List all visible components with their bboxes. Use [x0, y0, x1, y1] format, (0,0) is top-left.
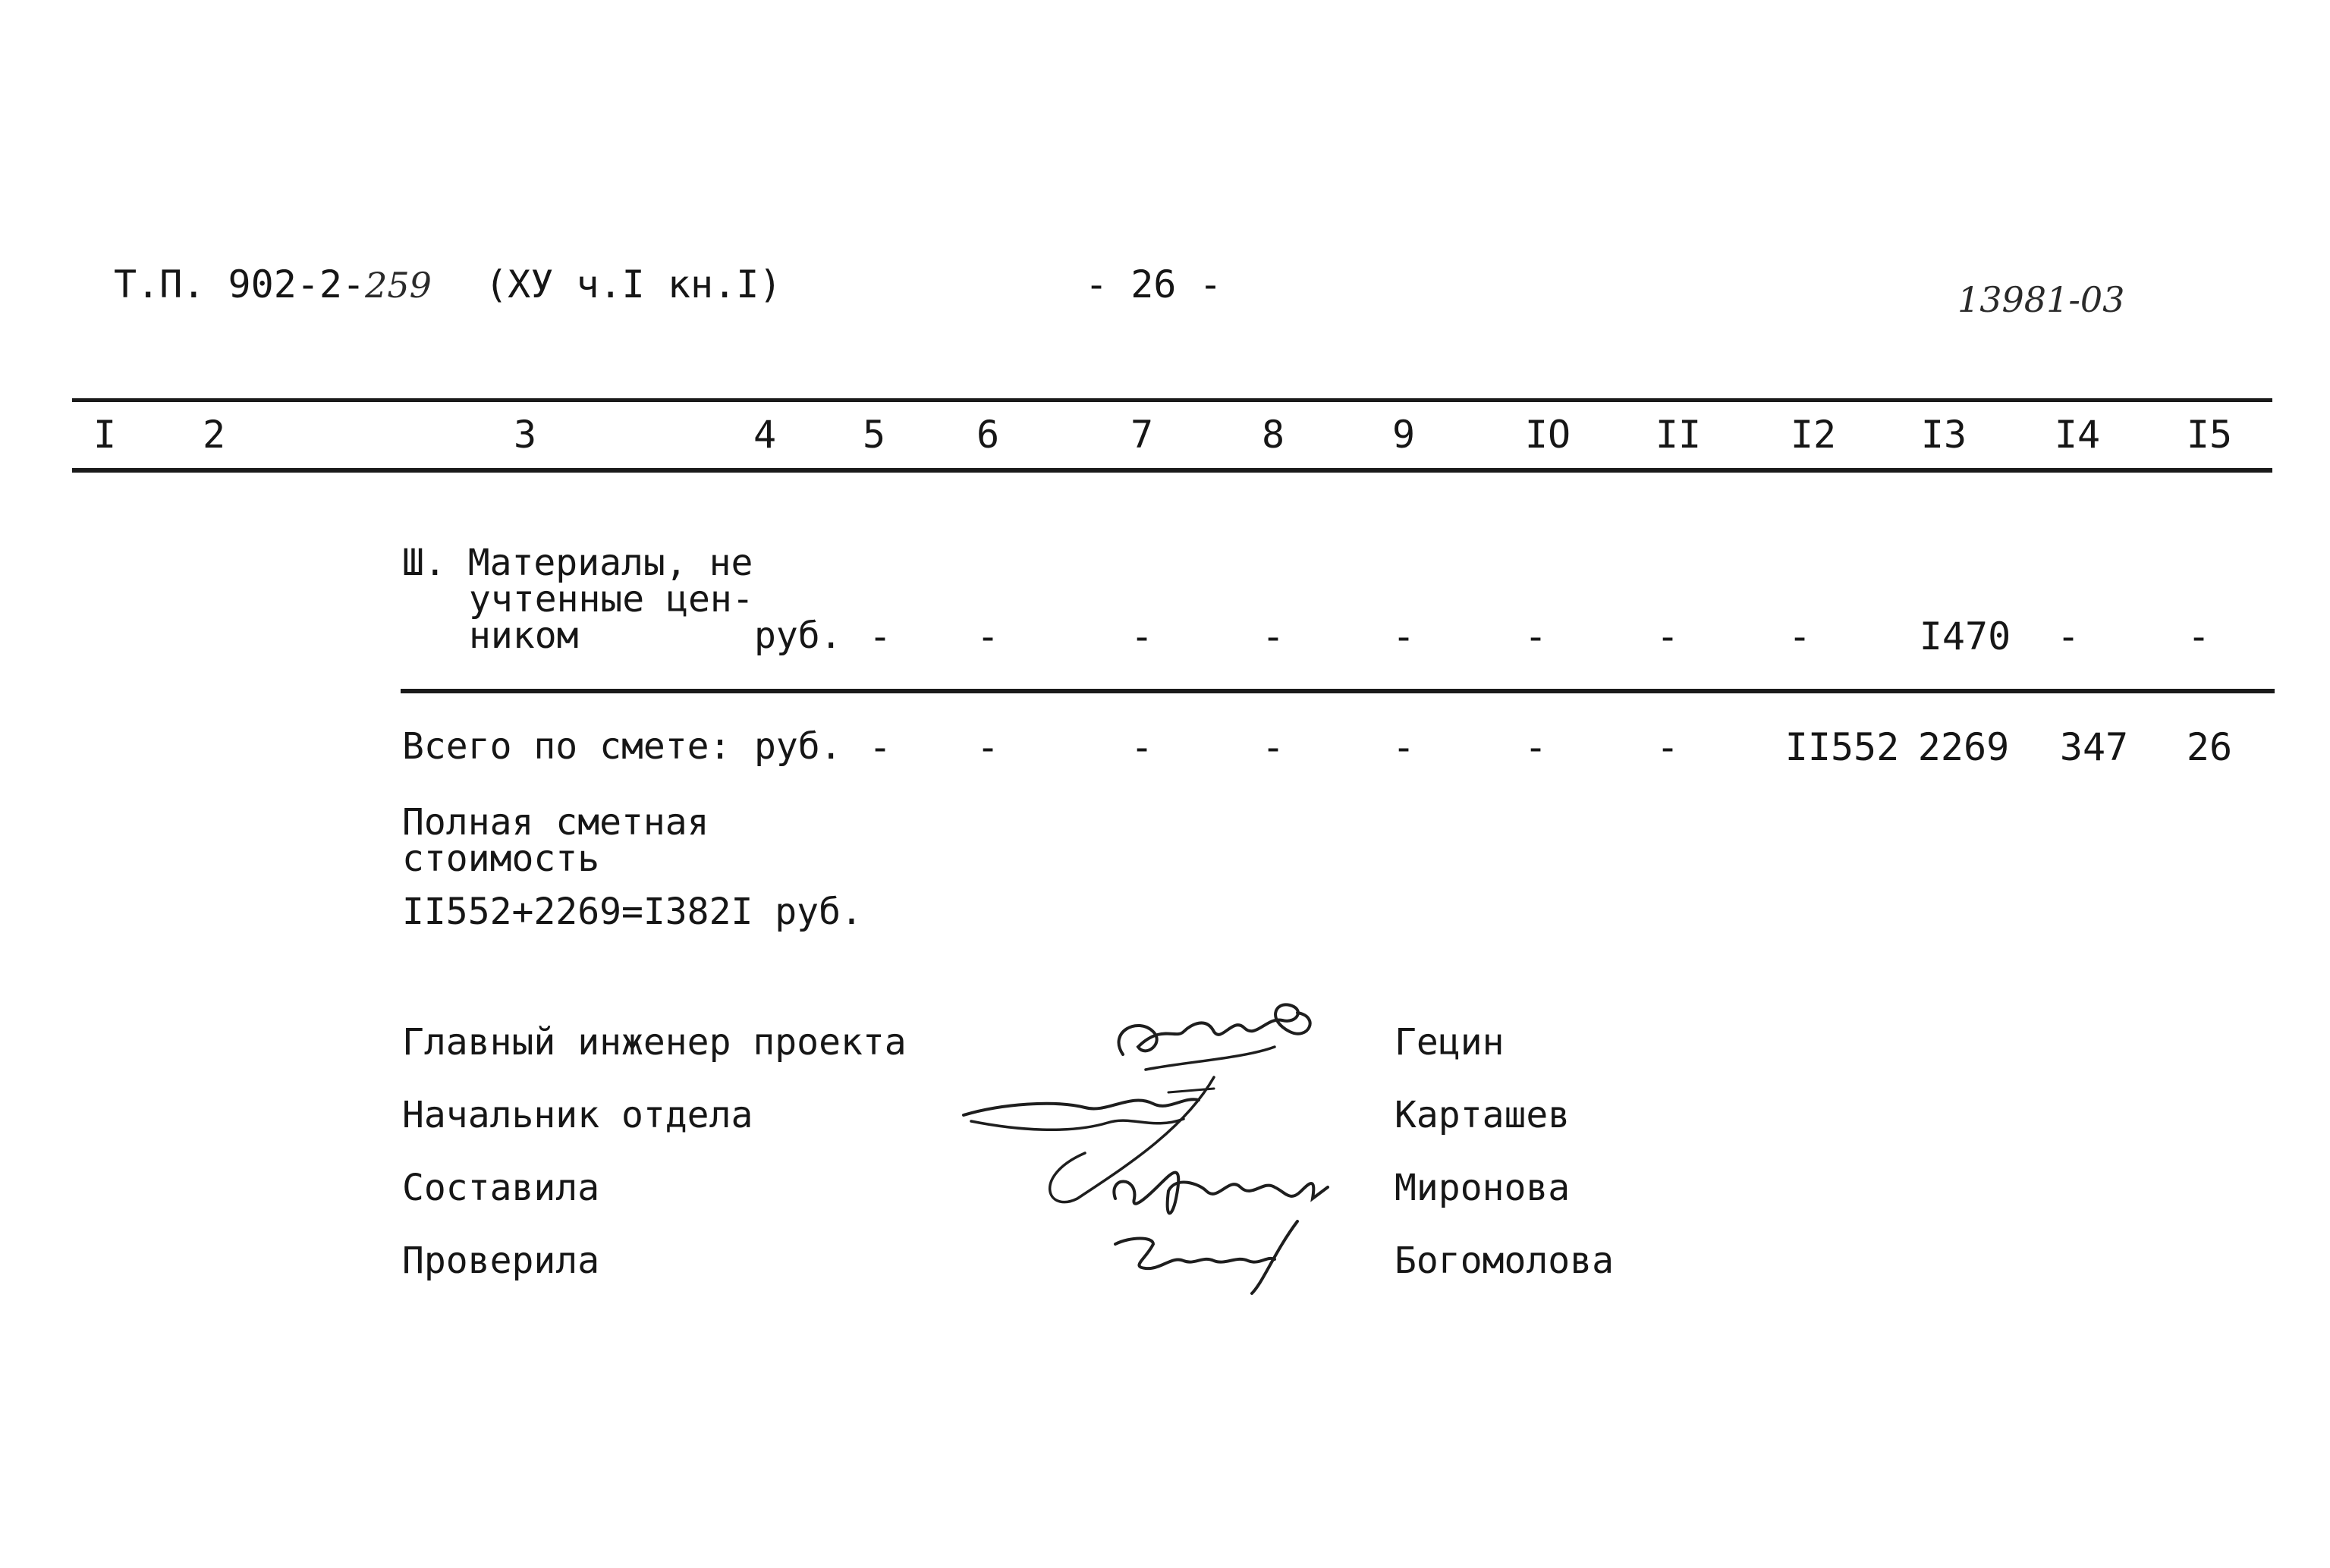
signatory-name: Гецин	[1395, 1021, 1505, 1064]
materials-unit: руб.	[754, 614, 842, 657]
signatory-name: Миронова	[1395, 1167, 1571, 1209]
signatory-role: Составила	[402, 1167, 600, 1209]
total-unit: руб.	[754, 725, 842, 768]
column-number: I	[93, 413, 117, 457]
document-reference	[114, 262, 782, 306]
table-cell: -	[976, 725, 1000, 769]
archive-number: 13981-03	[1957, 279, 2125, 320]
page-number: - 26 -	[1085, 262, 1222, 306]
document-reference-handwritten-number: 259	[365, 265, 432, 306]
table-cell: -	[1261, 614, 1285, 658]
column-number: I5	[2186, 413, 2233, 457]
table-cell: 347	[2059, 725, 2129, 769]
signatory-role: Главный инженер проекта	[402, 1021, 907, 1064]
column-number: IO	[1524, 413, 1571, 457]
signatory-name: Богомолова	[1395, 1240, 1614, 1282]
table-cell: -	[1788, 614, 1812, 658]
column-number: 9	[1391, 413, 1416, 457]
table-cell: -	[1523, 725, 1548, 769]
column-number: 8	[1261, 413, 1285, 457]
column-number: 5	[862, 413, 886, 457]
table-cell: -	[1261, 725, 1285, 769]
signatory-role: Проверила	[402, 1240, 600, 1282]
table-cell: -	[2056, 614, 2080, 658]
table-cell: -	[868, 614, 892, 658]
column-number: 6	[976, 413, 1000, 457]
table-cell: -	[1523, 614, 1548, 658]
total-rule	[401, 689, 2275, 693]
column-number: 2	[202, 413, 226, 457]
table-cell: -	[1656, 725, 1680, 769]
materials-label-line3: ником	[469, 614, 579, 657]
table-cell: -	[1130, 614, 1154, 658]
table-cell: -	[1391, 725, 1416, 769]
full-cost-label-line1: Полная сметная	[402, 801, 709, 844]
table-cell: II552	[1784, 725, 1900, 769]
total-label: Всего по смете:	[402, 725, 731, 768]
table-cell: -	[976, 614, 1000, 658]
table-header-rule	[72, 468, 2272, 473]
materials-label-line2: учтенные цен-	[469, 578, 754, 621]
column-number: I2	[1790, 413, 1837, 457]
column-number: 3	[513, 413, 537, 457]
column-number: 4	[753, 413, 777, 457]
table-cell: 2269	[1917, 725, 2010, 769]
signature-checked-by	[1100, 1214, 1313, 1297]
column-number: 7	[1130, 413, 1154, 457]
materials-label-line1: Ш. Материалы, не	[402, 542, 753, 584]
table-cell: -	[1656, 614, 1680, 658]
signatory-name: Карташев	[1395, 1094, 1571, 1136]
column-number: II	[1655, 413, 1702, 457]
table-cell: -	[868, 725, 892, 769]
document-reference-prefix: Т.П. 902-2-	[114, 262, 366, 306]
table-top-rule	[72, 398, 2272, 402]
table-cell: -	[1391, 614, 1416, 658]
full-cost-formula: II552+2269=I382I руб.	[402, 891, 863, 933]
table-cell: -	[2187, 614, 2211, 658]
table-cell: 26	[2186, 725, 2233, 769]
full-cost-label-line2: стоимость	[402, 837, 600, 880]
signatory-role: Начальник отдела	[402, 1094, 753, 1136]
column-number: I3	[1920, 413, 1967, 457]
table-cell: -	[1130, 725, 1154, 769]
table-cell: I470	[1919, 614, 2011, 658]
column-number: I4	[2054, 413, 2101, 457]
document-reference-suffix: (XУ ч.I кн.I)	[485, 262, 782, 306]
